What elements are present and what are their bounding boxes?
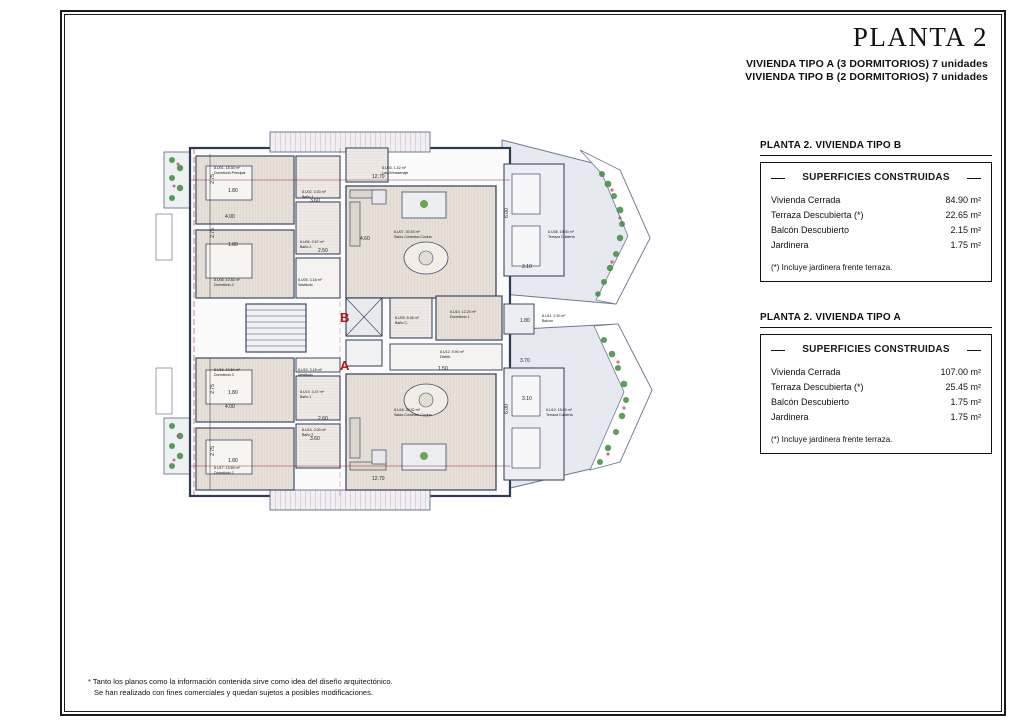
spec-row [771, 410, 981, 425]
dimension-label: 2.75 [209, 446, 216, 456]
spec-row [771, 365, 981, 380]
dimension-label: 6.00 [503, 404, 510, 414]
room-code: 8.U05. 3.18 m² [298, 278, 322, 282]
room-name: Salón-Comedor-Cocina [394, 234, 432, 239]
spec-panel-tipo-b [760, 140, 992, 282]
dimension-label: 2.75 [209, 384, 216, 394]
dimension-label: 3.70 [520, 358, 530, 364]
spec-note-a: (*) Incluye jardinera frente terraza. [771, 435, 893, 444]
room-code: 8.U09. 8.46 m² [395, 316, 419, 320]
dimension-label: 3.10 [522, 264, 532, 270]
room-label [548, 230, 575, 239]
room-label [394, 230, 432, 239]
spec-row [771, 193, 981, 208]
room-name: Baño 1 [300, 394, 312, 399]
room-name: Salón-Comedor-Cocina [394, 412, 432, 417]
sheet-left-margin [0, 0, 62, 724]
spec-value: 1.75 m² [950, 412, 981, 422]
spec-panel-tipo-a [760, 312, 992, 454]
room-code: 8.U17. 13.69 m² [214, 466, 240, 470]
spec-label: Balcón Descubierto [771, 225, 850, 235]
spec-value: 22.65 m² [945, 210, 981, 220]
dimension-label: 6.00 [503, 208, 510, 218]
room-name: Dormitorio 2 [214, 282, 234, 287]
dimension-label: 4.00 [225, 404, 235, 410]
spec-box-heading-text-a: SUPERFICIES CONSTRUIDAS [802, 344, 950, 355]
room-code: 6.U08. 19.00 m² [548, 230, 574, 234]
unit-marker-a: A [340, 358, 350, 373]
spec-box-a [760, 334, 992, 454]
spec-value: 84.90 m² [945, 195, 981, 205]
room-code: 8.U04. 2.67 m² [300, 240, 324, 244]
page-title: PLANTA 2 [852, 22, 988, 52]
dimension-label: 2.75 [209, 174, 216, 184]
room-name: Terraza Cubierta [548, 234, 575, 239]
dimension-label: 3.60 [310, 198, 320, 204]
room-name: Vestibulo [298, 282, 313, 287]
room-code: 8.U16. 10.54 m² [214, 368, 240, 372]
dimension-label: 2.75 [209, 228, 216, 238]
room-label [394, 408, 432, 417]
room-name: Terraza Cubierta [546, 412, 573, 417]
room-code: 8.U01. 18.30 m² [214, 166, 240, 170]
dimension-label: 12.70 [372, 476, 385, 482]
room-code: 6.U19. 18.09 m² [546, 408, 572, 412]
room-label [214, 278, 240, 287]
room-label [450, 310, 476, 319]
spec-box-heading-b [771, 172, 981, 183]
spec-row [771, 238, 981, 253]
dimension-label: 3.10 [522, 396, 532, 402]
room-label [298, 278, 322, 287]
rule-right-icon [967, 350, 981, 351]
room-name: Lav./Almacenaje [382, 170, 409, 175]
unit-marker-b: B [340, 310, 350, 325]
room-label [302, 428, 326, 437]
spec-label: Balcón Descubierto [771, 397, 850, 407]
room-name: Dormitorio 2 [214, 470, 234, 475]
room-name: Distrib. [440, 354, 452, 359]
room-name: Baño 2 [302, 432, 314, 437]
spec-box-heading-a [771, 344, 981, 355]
floor-plan-drawing [150, 118, 660, 528]
room-code: 8.U11. 2.90 m² [542, 314, 566, 318]
rule-left-icon [771, 178, 785, 179]
spec-value: 1.75 m² [950, 397, 981, 407]
room-name: Baño C. [395, 320, 408, 325]
room-code: 8.U06. 10.84 m² [214, 278, 240, 282]
room-label [300, 390, 324, 399]
room-code: 8.U03. 1.42 m² [382, 166, 406, 170]
spec-label: Terraza Descubierta (*) [771, 382, 864, 392]
footnote-line-1: * Tanto los planos como la información contenida sirve como idea del diseño arquitectónico. [88, 677, 393, 686]
dimension-label: 2.60 [318, 416, 328, 422]
room-code: 8.U12. 9.90 m² [440, 350, 464, 354]
rule-left-icon [771, 350, 785, 351]
spec-value: 2.15 m² [950, 225, 981, 235]
room-label [542, 314, 566, 323]
room-code: 8.U13. 3.47 m² [300, 390, 324, 394]
spec-row [771, 380, 981, 395]
spec-value: 25.45 m² [945, 382, 981, 392]
title-subtitle-a: VIVIENDA TIPO A (3 DORMITORIOS) 7 unidades [745, 58, 988, 70]
dimension-label: 3.60 [310, 436, 320, 442]
spec-box-b [760, 162, 992, 282]
dimension-label: 4.60 [360, 236, 370, 242]
spec-box-heading-text-b: SUPERFICIES CONSTRUIDAS [802, 172, 950, 183]
landscape-left [156, 152, 194, 474]
title-block [745, 22, 988, 83]
spec-note-b: (*) Incluye jardinera frente terraza. [771, 263, 893, 272]
room-name: Dormitorio 1 [450, 314, 470, 319]
room-label [546, 408, 573, 417]
dimension-label: 12.70 [372, 174, 385, 180]
room-label [395, 316, 419, 325]
spec-row [771, 395, 981, 410]
room-label [440, 350, 464, 359]
room-label [214, 466, 240, 475]
spec-label: Vivienda Cerrada [771, 195, 841, 205]
unit-b-plan [196, 148, 564, 298]
room-label [300, 240, 324, 249]
spec-label: Vivienda Cerrada [771, 367, 841, 377]
room-label [214, 368, 240, 377]
dimension-label: 1.80 [228, 390, 238, 396]
room-label [214, 166, 245, 175]
room-code: 8.U14. 3.00 m² [302, 428, 326, 432]
room-name: Dormitorio 3 [214, 372, 234, 377]
room-name: Baño 1 [302, 194, 314, 199]
room-label [302, 190, 326, 199]
dimension-label: 1.80 [228, 242, 238, 248]
dimension-label: 2.50 [318, 248, 328, 254]
spec-row [771, 208, 981, 223]
title-subtitle-b: VIVIENDA TIPO B (2 DORMITORIOS) 7 unidades [745, 71, 988, 83]
rule-right-icon [967, 178, 981, 179]
room-label [298, 368, 322, 377]
spec-panel-title-b: PLANTA 2. VIVIENDA TIPO B [760, 140, 992, 156]
spec-panel-title-a: PLANTA 2. VIVIENDA TIPO A [760, 312, 992, 328]
spec-label: Jardinera [771, 412, 809, 422]
room-code: 8.U15. 3.18 m² [298, 368, 322, 372]
room-name: Vestibulo [298, 372, 313, 377]
room-code: 8.U02. 3.00 m² [302, 190, 326, 194]
spec-value: 107.00 m² [940, 367, 981, 377]
footnote [88, 676, 393, 698]
room-name: Baño 2 [300, 244, 312, 249]
dimension-label: 1.50 [438, 366, 448, 372]
room-code: 8.U07. 30.53 m² [394, 230, 420, 234]
dimension-label: 1.80 [228, 188, 238, 194]
footnote-line-2: Se han realizado con fines comerciales y quedan sujetos a posibles modificaciones. [94, 688, 373, 697]
room-code: 8.U10. 12.25 m² [450, 310, 476, 314]
dimension-label: 1.80 [520, 318, 530, 324]
spec-value: 1.75 m² [950, 240, 981, 250]
dimension-label: 4.00 [225, 214, 235, 220]
room-label [382, 166, 408, 175]
room-name: Dormitorio Principal [214, 170, 246, 175]
dimension-label: 1.80 [228, 458, 238, 464]
spec-row [771, 223, 981, 238]
room-code: 8.U18. 30.52 m² [394, 408, 420, 412]
spec-label: Terraza Descubierta (*) [771, 210, 864, 220]
room-name: Balcón [542, 318, 553, 323]
spec-label: Jardinera [771, 240, 809, 250]
